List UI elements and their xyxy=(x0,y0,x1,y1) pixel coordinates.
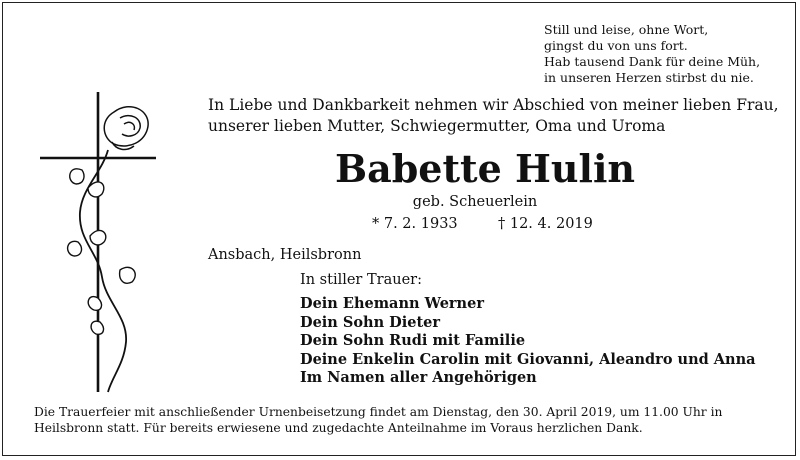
death-date: † 12. 4. 2019 xyxy=(498,216,593,232)
intro-line: In Liebe und Dankbarkeit nehmen wir Abschied von meiner lieben Frau, xyxy=(208,96,779,114)
residence-places: Ansbach, Heilsbronn xyxy=(208,247,362,263)
mourner-entry: Dein Ehemann Werner xyxy=(300,295,484,312)
mourners-list xyxy=(300,295,756,388)
maiden-name: geb. Scheuerlein xyxy=(412,194,538,210)
poem-line: Still und leise, ohne Wort, xyxy=(544,22,709,37)
poem-verse xyxy=(544,22,794,86)
poem-line: gingst du von uns fort. xyxy=(544,38,688,53)
poem-line: Hab tausend Dank für deine Müh, xyxy=(544,54,761,69)
birth-date: * 7. 2. 1933 xyxy=(372,216,458,232)
footer-line: Die Trauerfeier mit anschließender Urnenbeisetzung findet am Dienstag, den 30. April 2019, um 11.00 Uhr in xyxy=(34,405,723,419)
mourner-entry: Deine Enkelin Carolin mit Giovanni, Aleandro und Anna xyxy=(300,350,756,368)
mourner-entry: Im Namen aller Angehörigen xyxy=(300,369,537,386)
cross-with-rose-icon xyxy=(38,92,163,407)
mourner-entry: Dein Sohn Rudi mit Familie xyxy=(300,332,526,349)
footer-line: Heilsbronn statt. Für bereits erwiesene und zugedachte Anteilnahme im Voraus herzlichen Dank. xyxy=(34,421,643,435)
mourning-heading: In stiller Trauer: xyxy=(300,272,422,288)
intro-line: unserer lieben Mutter, Schwiegermutter, Oma und Uroma xyxy=(208,117,666,135)
deceased-name: Babette Hulin xyxy=(334,146,636,191)
farewell-intro xyxy=(208,95,788,137)
funeral-notice-footer xyxy=(34,404,774,436)
mourner-entry: Dein Sohn Dieter xyxy=(300,313,441,331)
poem-line: in unseren Herzen stirbst du nie. xyxy=(544,70,754,85)
